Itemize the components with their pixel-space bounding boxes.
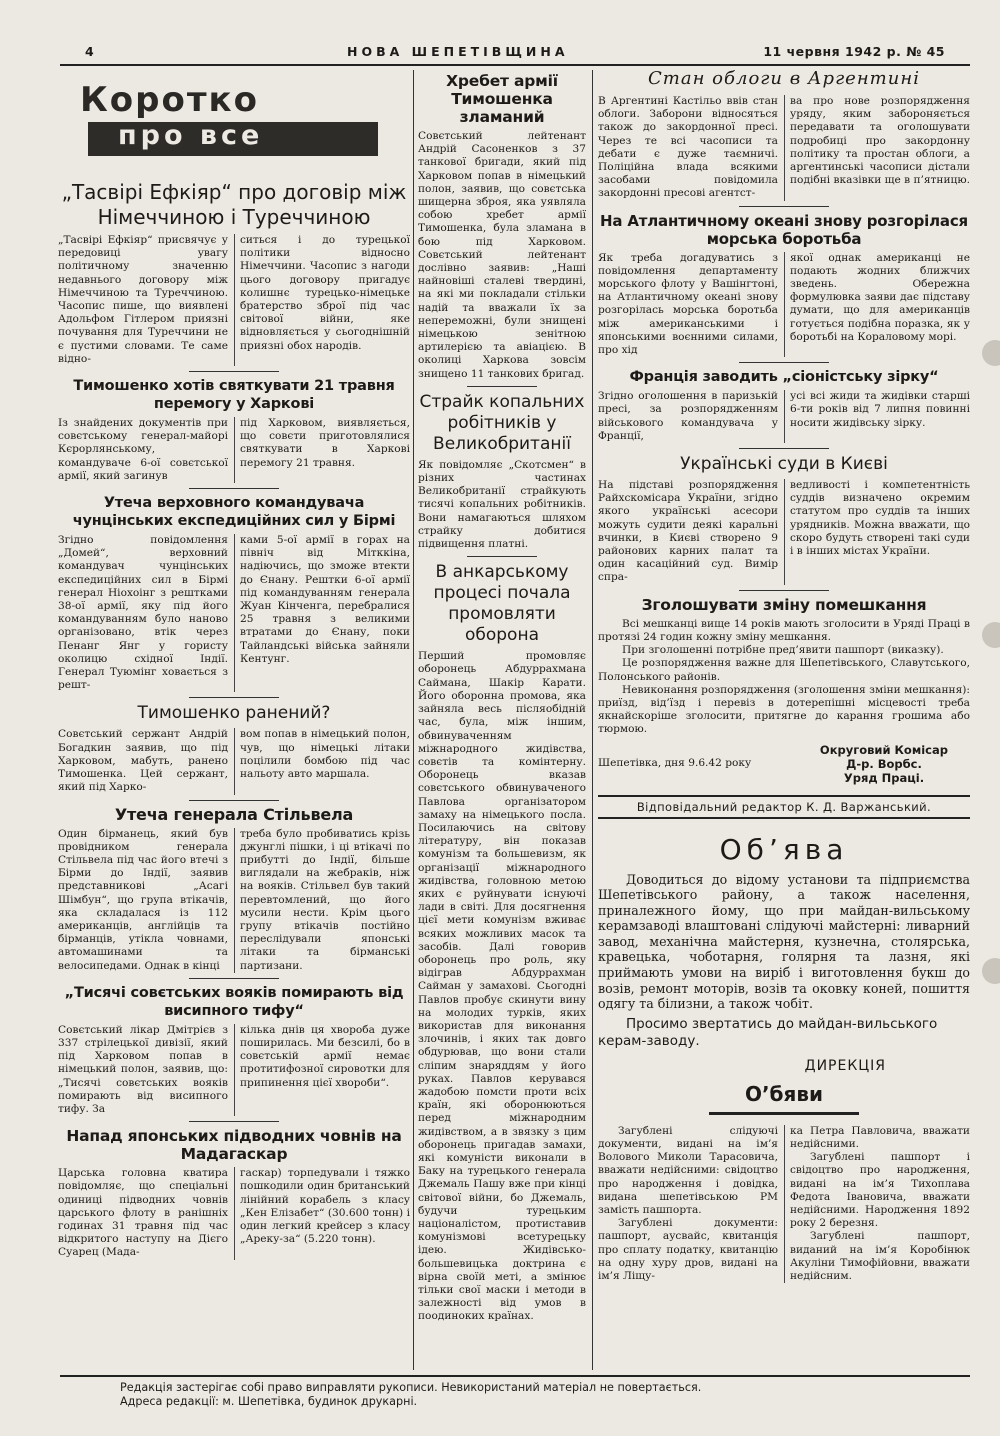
article-text: „Тасвірі Ефкіяр“ присвячує у передовиці увагу політичному значенню недавнього договору між Німеччиною та Туреччиною. Часопис пише, що виявлені Адольфом Гітлером приязні почування для Туреччини не є пустими словами. Те саме відно- <box>58 234 228 365</box>
article-text: На підставі розпорядження Райхскомісара України, згідно якого українські асесори можуть судити деякі каральні вчинки, в Києві створено 9 районових карних палат та один касаційний суд. Вимір спра- <box>598 479 778 584</box>
article-title: Утеча генерала Стільвела <box>114 804 354 824</box>
column-divider <box>413 70 414 1370</box>
article-title: На Атлантичному океані знову розгорілася морська боротьба <box>600 211 968 248</box>
article-title: Тимошенко хотів святкувати 21 травня перемогу у Харкові <box>73 378 395 413</box>
ads-title-rule <box>709 1112 859 1115</box>
separator <box>467 556 537 557</box>
article-text: Совєтський сержант Андрій Богадкин заявив, що під Харковом, мабуть, ранено Тимошенка. Цей сержант, який під Харко- <box>58 728 228 794</box>
article-text: Царська головна кватира повідомляє, що спеціальні одиниці підводних човнів царського флоту в ранішніх годинах 31 травня під час відкритого наступу на Дієго Суарец (Мада- <box>58 1167 228 1259</box>
binder-hole <box>982 340 1000 366</box>
separator <box>189 800 279 801</box>
separator <box>189 488 279 489</box>
article-text: кілька днів ця хвороба дуже поширилась. Ми безсилі, бо в совєтській армії немає протитифозної сировотки для припинення цієї хвороби“. <box>234 1024 410 1116</box>
newspaper-title: НОВА ШЕПЕТІВЩИНА <box>347 44 569 59</box>
article-title: Тимошенко ранений? <box>137 703 331 724</box>
separator <box>739 590 829 591</box>
article-title: Страйк копальних робітників у Великобританії <box>419 391 585 454</box>
ad-text: Загублені пашпорт і свідоцтво про народження, видані на ім’я Тихоплава Федота Івановича, вважати недійсними. Народження 1892 року 2 березня. <box>790 1151 970 1230</box>
announcement <box>598 833 970 1074</box>
article <box>598 596 970 785</box>
announcement-title: Об’ява <box>719 832 849 866</box>
article-title: Зголошувати зміну помешкання <box>641 595 927 614</box>
article-title: Напад японських підводних човнів на Мадагаскар <box>66 1127 402 1164</box>
announcement-signature: ДИРЕКЦІЯ <box>804 1057 886 1074</box>
column-middle <box>418 68 586 1380</box>
masthead-rule <box>60 64 970 66</box>
ad-text: Загублені слідуючі документи, видані на ім’я Волового Миколи Тарасовича, вважати недійсними: свідоцтво про народження і довідка, видана шепетівською РМ замість пашпорта. <box>598 1124 778 1217</box>
article <box>418 392 586 551</box>
article-title: „Тисячі совєтських вояків помирають від висипного тифу“ <box>64 984 404 1019</box>
article-title: „Тасвірі Ефкіяр“ про договір між Німеччиною і Туреччиною <box>61 180 407 229</box>
article-text: Із знайдених документів при совєтському генерал-майорі Кєрорлянському, командуваче 6-ої совєтської армії, який загинув <box>58 417 228 482</box>
column-divider <box>592 70 593 1370</box>
notice-signature-block <box>598 743 970 785</box>
notice-paragraph: При зголошенні потрібне пред’явити пашпорт (виказку). <box>622 644 944 657</box>
article-text: ведливості і компетентність суддів визначено окремим статутом про суддів та інших урядників. Можна вважати, що скоро будуть створені такі суди і в інших містах України. <box>784 479 970 585</box>
logo-line1: Коротко <box>80 80 259 120</box>
section-logo <box>58 74 410 172</box>
article-text: вом попав в німецький полон, чув, що німецькі літаки поцілили бомбою під час нальоту авто маршала. <box>234 728 410 794</box>
separator <box>189 371 279 372</box>
article-title: Хребет армії Тимошенка зламаний <box>446 72 558 126</box>
article <box>58 377 410 483</box>
article <box>58 180 410 366</box>
responsible-editor: Відповідальний редактор К. Д. Варжанський. <box>598 795 970 819</box>
masthead <box>85 40 945 62</box>
page-number: 4 <box>85 44 94 59</box>
article-text: гаскар) торпедували і тяжко пошкодили один британський лінійний корабель з класу „Кен Елізабет“ (30.600 тонн) і один легкий крейсер з класу „Ареку-за“ (5.220 тонн). <box>234 1167 410 1259</box>
article-title: Франція заводить „сіоністську зірку“ <box>629 369 939 386</box>
ads-title: О’бяви <box>744 1081 824 1106</box>
separator <box>739 448 829 449</box>
separator <box>189 978 279 979</box>
separator <box>189 1121 279 1122</box>
issue-date: 11 червня 1942 р. № 45 <box>763 44 945 59</box>
classified-ads <box>598 1082 970 1283</box>
separator <box>467 386 537 387</box>
article <box>58 703 410 794</box>
logo-line2: про все <box>118 120 264 151</box>
separator <box>189 697 279 698</box>
article-text: Совєтський лікар Дмітрієв з 337 стрілецької дивізії, який під Харковом попав в німецький полон, заявив, що: „Тисячі совєтських вояків помирають від висипного тифу. За <box>58 1023 228 1115</box>
signature-line: Уряд Праці. <box>843 770 925 785</box>
article <box>58 1127 410 1259</box>
article-text: Згідно оголошення в паризькій пресі, за розпорядженням військового командувача у Франції, <box>598 390 778 442</box>
notice-paragraph: Всі мешканці вище 14 років мають зголосити в Уряді Праці в протязі 24 годин кожну зміну мешкання. <box>598 617 970 643</box>
notice-paragraph: Невиконання розпорядження (зголошення зміни мешкання): приїзд, від’їзд і перевіз в дотерепішні місцевості треба якнайскоріше зголосити, притягне до карання грошима або тюрмою. <box>598 683 970 736</box>
article-text: ками 5-ої армії в горах на північ від Мітккіна, надіючись, що зможе втекти до Єнану. Рештки 6-ої армії під командуванням генерала Жуан Кінченга, перебралися 25 травня з великими втратами до Єнану, поки Тайландські війська зайняли Кентунг. <box>234 534 410 692</box>
article <box>598 68 970 201</box>
article-title: В анкарському процесі почала промовляти оборона <box>433 562 571 646</box>
article <box>418 72 586 381</box>
article-text: ситься і до турецької політики відносно Німеччини. Часопис з нагоди цього договору пригадує колишнє турецько-німецьке братерство зброї під час світової війни, яке відновляється у сьогоднішній приязні обох народів. <box>234 234 410 366</box>
article-text: треба було пробиватись крізь джунглі пішки, і ці втікачі по прибутті до Індії, більше виглядали на жебраків, ніж на вояків. Стільвел був такий перевтомлений, що його мусили нести. Крім цього групу втікачів постійно переслідували японські літаки та бірманські партизани. <box>234 828 410 973</box>
article-text: Як треба догадуватись з повідомлення департаменту морського флоту у Вашінгтоні, на Атлантичному океані знову розгорілась морська боротьба між американськими і японськими воєнними силами, про хід <box>598 251 778 357</box>
signature-line: Округовий Комісар <box>819 742 948 757</box>
article-text: Перший промовляє оборонець Абдуррахмана Саймана, Шакір Карати. Його оборонна промова, яка зайняла весь післяобідній час, була, між іншим, обвинуваченням міжнародного жидівства, совєтів та комінтерну. Оборонець вказав совєтського обвинуваченого Павлова організатором замаху на німецького посла. Посилаючись на світову літературу, він показав комунізм та большевизм, як організації міжнародного жидівства, головною метою яких є руйнувати існуючі лади в світі. Для досягнення цієї мети комунізм вживає всяких можливих масок та засобів. Далі говорив оборонець про роль, яку відіграв Абдуррахман Сайман у замахові. Сьогодні Павлов пробує скинути вину на молодих турків, яких використав для виконання злочинів, і яких так довго обдурював, що вони стали сліпим знаряддям у його руках. Павлов керувався жадобою помсти проти всіх країн, які оборонюються перед міжнародним жидівством, а в звязку з цим оборонець пригадав замахи, які комуністи виконали в Баку на турецького генерала Джемаль Пашу вже при кінці світової війни, бо Джемаль, будучи турецьким націоналістом, протиставив комунізмові всетурецьку ідею. Жидівсько-большевицька доктрина є вірна своїй меті, а змінює тільки свої маски і методи в залежності від умов в поодиноких країнах. <box>418 650 586 1323</box>
signature <box>820 743 970 785</box>
binder-hole <box>982 958 1000 984</box>
article-text: усі всі жиди та жидівки старші 6-ти років від 7 липня повинні носити жидівську зірку. <box>784 390 970 443</box>
ad-text: ка Петра Павловича, вважати недійсними. <box>790 1124 970 1151</box>
article-text: В Аргентині Кастільо ввів стан облоги. Заборони відносяться також до закордонної пресі. Через те всі часописи та дебати є дуже таємничі. Поліційна влада всякими засобами повідомила закордонні пресові агентст- <box>598 95 778 200</box>
article-title: Стан облоги в Аргентині <box>648 68 920 89</box>
place-date: Шепетівка, дня 9.6.42 року <box>598 756 752 769</box>
article <box>58 984 410 1116</box>
article <box>598 454 970 585</box>
binder-hole <box>982 622 1000 648</box>
article <box>418 562 586 1323</box>
article <box>58 806 410 973</box>
signature-line: Д-р. Ворбс. <box>846 756 922 771</box>
column-left <box>58 68 410 1380</box>
article <box>598 212 970 358</box>
footer-address: Адреса редакції: м. Шепетівка, будинок друкарні. <box>120 1395 418 1408</box>
article-text: під Харковом, виявляється, що совєти приготовлялися святкувати в Харкові перемогу 21 травня. <box>234 417 410 483</box>
announcement-text: Доводиться до відому установи та підприємства Шепетівського району, а також населення, приналежного йому, що при майдан-вильському керамзаводі влаштовані слідуючі майстерні: ливарний завод, механічна майстерня, кузнечна, столярська, кравецька, чоботарня, голярня та лазня, які приймають умови на виріб і виготовлення букш до возів, ремонт моторів, возів та оковку коней, пошиття одягу та білизни, а також чобіт. <box>598 871 970 1012</box>
ad-text: Загублені пашпорт, виданий на ім’я Коробінюк Акуліни Тимофійовни, вважати недійсним. <box>790 1230 970 1283</box>
article-text: Як повідомляє „Скотсмен“ в різних частинах Великобританії страйкують тисячі копальних робітників. Вони намагаються шляхом страйку добитися підвищення платні. <box>418 458 586 551</box>
footer <box>60 1375 970 1409</box>
article-text: Совєтський лейтенант Андрій Сасоненков з 37 танкової бригади, який під Харковом попав в німецький полон, заявив, що совєтська шищерна зброя, яка уявляла собою хребет армії Тимошенка, була зламана в бою під Харковом. Совєтський лейтенант дослівно заявив: „Наші найновіші сталеві твердині, на які ми покладали стільки надій та вважали їх за непереможні, були знищені німецькою зенітною артилерією та авіацією. В околиці Харкова зовсім знищено 11 танкових бригад. <box>418 130 586 380</box>
separator <box>739 362 829 363</box>
article <box>58 494 410 692</box>
separator <box>739 206 829 207</box>
article-text: Один бірманець, який був провідником генерала Стільвела під час його втечі з Бірми до Індії, заявив представникові „Асагі Шімбун“, що група втікачів, яка складалася із 112 американців, англійців та бірманців, утікла човнами, автомашинами та велосипедами. Однак в кінці <box>58 827 228 972</box>
announcement-call: Просимо звертатись до майдан-вильського керам-заводу. <box>598 1015 938 1049</box>
article <box>598 368 970 443</box>
article-text: якої однак американці не подають жодних ближчих зведень. Обережна формулювка заяви дає підставу думати, що для американців готується подібна поразка, як у боротьбі на Кораловому морі. <box>784 252 970 358</box>
ad-text: Загублені документи: пашпорт, аусвайс, квитанція про сплату податку, квитанцію на одну хуру дров, видані на ім’я Ліщу- <box>598 1217 778 1283</box>
notice-paragraph: Це розпорядження важне для Шепетівського, Славутського, Полонського районів. <box>598 657 970 683</box>
article-text: Згідно повідомлення „Домей“, верховний командувач чунцінських експедиційних сил в Бірмі генерал Ніохоінг з рештками 38-ої армії, яку під його командуванням було наново організовано, втік через Пенанг Янг у гористу околицю східної Індії. Генерал Туюмінг ховається з решт- <box>58 534 228 692</box>
article-text: ва про нове розпорядження уряду, яким забороняється передавати та оголошувати подробиці про закордонну політику та простан облоги, а аргентинські часописи дістали подібні вказівки ще в п’ятницю. <box>784 95 970 201</box>
footer-disclaimer: Редакція застерігає собі право виправляти рукописи. Невикористаний матеріал не повертається. <box>120 1381 702 1394</box>
article-title: Утеча верховного командувача чунцінських експедиційних сил у Бірмі <box>72 495 396 530</box>
article-title: Українські суди в Києві <box>680 454 888 475</box>
column-right <box>598 68 970 1380</box>
